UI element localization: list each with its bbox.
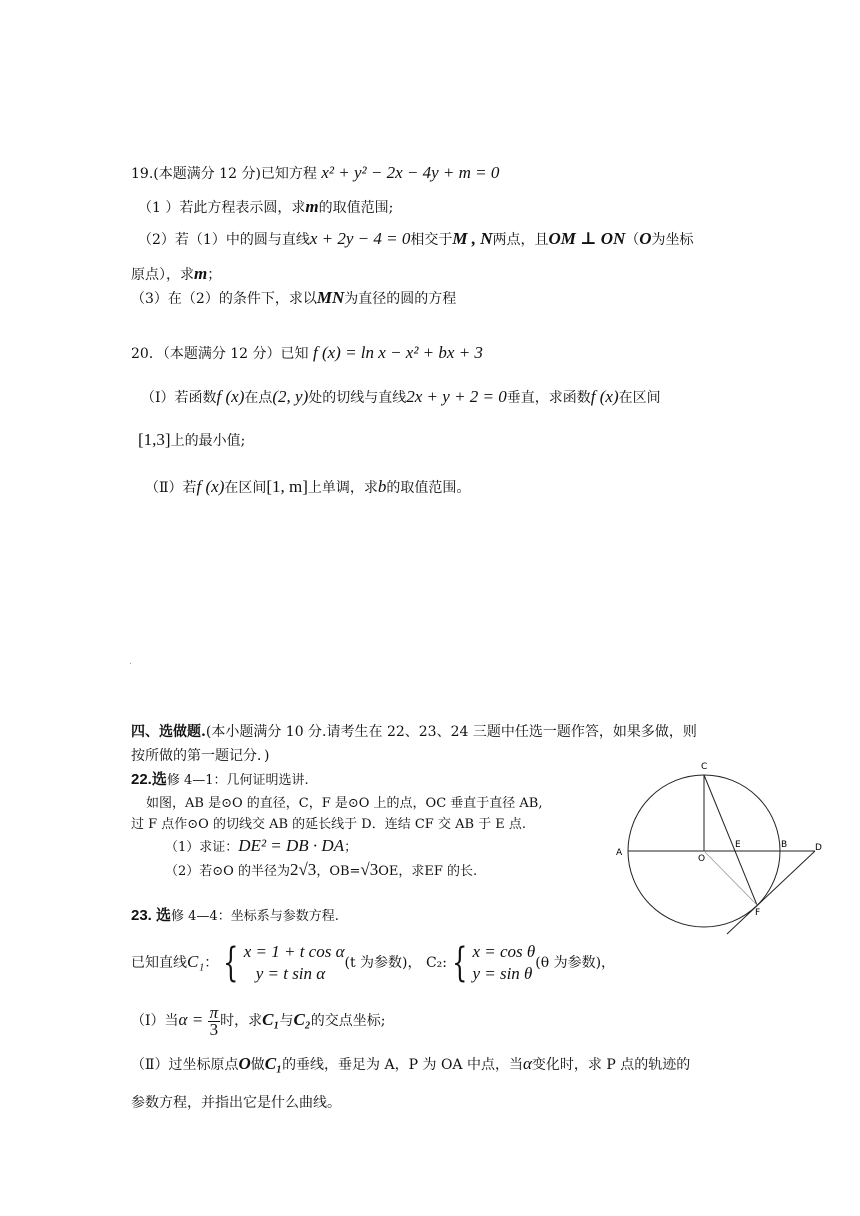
q19-heading [131,163,499,184]
text: (θ 为参数)， [535,955,616,971]
geometry-figure [610,760,830,940]
text: 做 [250,1057,265,1073]
text: （Ⅱ）若 [145,480,197,496]
text: 的取值范围; [318,200,394,216]
math-var: M , N [452,229,493,248]
q22-line2: 过 F 点作⊙O 的切线交 AB 的延长线于 D．连结 CF 交 AB 于 E 点. [131,817,527,832]
section4-instructions-cont: 按所做的第一题记分．) [131,748,270,764]
equation: y = t sin α [255,964,326,983]
c2-system [472,941,535,985]
q22-line1: 如图，AB 是⊙O 的直径，C，F 是⊙O 上的点，OC 垂直于直径 AB, [146,796,543,811]
math-expr: [1, m] [266,477,308,496]
math-expr: [1,3] [138,430,171,449]
math-var: O [639,229,652,248]
text: 在区间 [618,390,661,406]
q19-part2 [138,229,694,250]
text: 处的切线与直线 [308,390,407,406]
text: 时，求 [220,1013,263,1029]
text: （1）求证： [165,840,239,855]
text: 原点），求 [131,267,194,283]
text: （Ⅰ）若函数 [141,390,217,406]
math-var: C₁ [264,1054,283,1073]
text: （1 ）若此方程表示圆，求 [138,200,306,216]
text: 的交点坐标; [310,1013,386,1029]
math-expr: f (x) [216,387,245,406]
text: 在点 [244,390,273,406]
question-topic: 修 4—1：几何证明选讲. [166,773,309,788]
question-topic: 修 4—4：坐标系与参数方程. [171,909,339,924]
q20-part2 [145,477,470,498]
section-instructions: (本小题满分 10 分.请考生在 22、23、24 三题中任选一题作答，如果多做，则 [205,724,697,740]
math-var: C₁ [187,952,205,971]
c1-system [244,941,345,985]
denominator: 3 [209,1019,219,1039]
text: ； [207,267,222,283]
math-var: C₁ [262,1010,280,1029]
text: (t 为参数)， [344,955,422,971]
math-var: C₂: [425,955,447,971]
text: 为坐标 [651,232,694,248]
equation: 2x + y + 2 = 0 [406,387,507,406]
equation: x² + y² − 2x − 4y + m = 0 [321,163,500,182]
q22-part2 [165,860,477,882]
math-var: MN [316,288,345,307]
text: （Ⅱ）过坐标原点 [131,1057,239,1073]
math-expr: √3 [360,860,379,879]
brace-icon: { [452,940,468,986]
equation: x = 1 + t cos α [243,942,345,961]
text: ； [344,840,358,855]
q23-part2 [131,1054,690,1075]
equation: DE² = DB · DA [238,836,345,855]
label-f: F [755,908,761,918]
text: 的垂线，垂足为 A，P 为 OA 中点，当 [282,1057,523,1073]
q22-heading [131,770,309,791]
math-expr: f (x) [196,477,225,496]
label-a: A [616,848,623,858]
text: 相交于 [410,232,453,248]
math-var: O [238,1054,251,1073]
text: （ [625,232,640,248]
q23-part1 [131,1002,385,1039]
math-expr: (2, y) [272,387,309,406]
line-of [704,851,757,905]
text: 为直径的圆的方程 [344,291,457,307]
q19-part2-cont [131,264,221,285]
text: 上单调，求 [307,480,378,496]
q20-part1 [141,387,661,408]
text: ，OB= [316,864,361,879]
q19-part3 [131,288,456,309]
text: 两点，且 [492,232,549,248]
text: （2）若⊙O 的半径为 [165,864,290,879]
text: 与 [279,1013,294,1029]
math-var: m [305,197,319,216]
text: 变化时，求 P 点的轨迹的 [531,1057,691,1073]
question-number: 23. 选 [131,907,172,924]
equation: x + 2y − 4 = 0 [309,229,411,248]
text: 上的最小值; [170,433,246,449]
math-expr: 2√3 [289,860,317,879]
q20-heading [131,343,483,364]
math-var: b [377,477,387,496]
equation: y = sin θ [472,964,533,983]
label-d: D [815,843,822,853]
question-number: 22.选 [131,771,167,788]
math-var: α [522,1054,532,1073]
math-var: C₂ [293,1010,311,1029]
q23-given [131,940,615,985]
text: OE，求EF 的长. [378,864,478,879]
numerator: π [209,1002,219,1022]
question-heading-text: 20．（本题满分 12 分）已知 [131,346,309,362]
question-score-note: (本题满分 12 分)已知方程 [153,166,317,182]
equation: f (x) = ln x − x² + bx + 3 [312,343,483,362]
section-title: 四、选做题. [131,724,206,740]
label-e: E [735,840,741,850]
q20-part1-cont [138,430,245,451]
stray-dot: . [129,657,132,667]
text: ： [204,955,219,971]
question-number: 19. [131,166,154,182]
q23-part2-cont: 参数方程，并指出它是什么曲线。 [131,1095,341,1111]
label-b: B [781,840,788,850]
section4-heading [131,722,697,742]
label-o: O [698,854,706,864]
math-expr: f (x) [590,387,619,406]
math-var: m [194,264,208,283]
text: 垂直，求函数 [506,390,591,406]
q19-part1 [138,197,393,218]
label-c: C [701,762,708,772]
text: （3）在（2）的条件下，求以 [131,291,317,307]
line-cf [704,775,757,905]
text: 的取值范围。 [386,480,471,496]
math-expr: α = [178,1010,204,1029]
fraction [208,1002,221,1039]
q23-heading [131,906,339,927]
q22-part1 [165,836,357,858]
text: 在区间 [224,480,267,496]
equation: OM ⊥ ON [548,229,626,248]
brace-icon: { [223,940,239,986]
equation: x = cos θ [472,942,536,961]
text: （2）若（1）中的圆与直线 [138,232,310,248]
text: 已知直线 [131,955,187,971]
text: （Ⅰ）当 [131,1013,179,1029]
